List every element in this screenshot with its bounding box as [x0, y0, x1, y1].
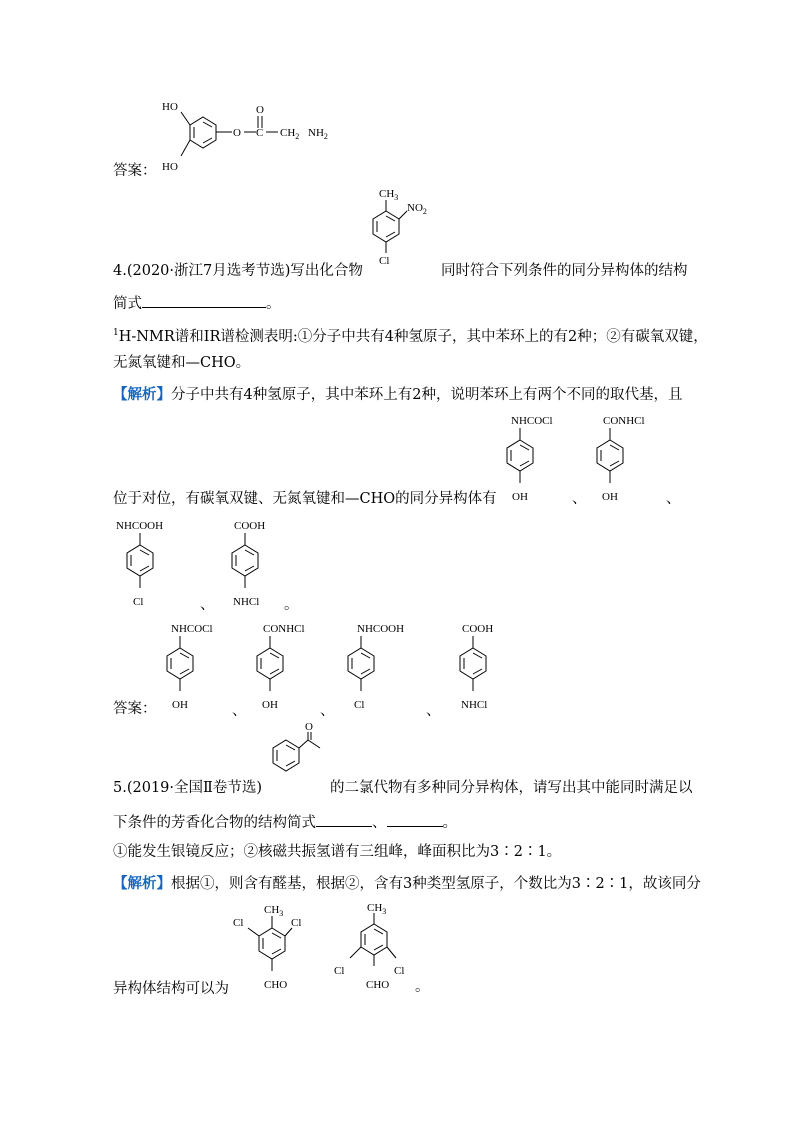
svg-text:NHCOOH: NHCOOH — [116, 520, 164, 532]
no2-label: $NO_2$ — [407, 202, 427, 216]
answer-label-q3: 答案： — [113, 163, 157, 179]
isomer-conhcl-oh — [585, 410, 655, 505]
q4-conditions-cont: 无氮氧键和—CHO。 — [113, 355, 251, 371]
isomer-cooh-nhcl — [220, 515, 290, 610]
separator: 、 — [320, 703, 335, 719]
q5-prompt: 5.(2019·全国Ⅱ卷节选) — [113, 780, 263, 796]
separator: 、 — [666, 491, 681, 507]
svg-text:COOH: COOH — [234, 520, 266, 532]
q4-analysis-line2: 位于对位，有碳氧双键、无氮氧键和—CHO的同分异构体有 — [113, 491, 497, 507]
svg-text:COOH: COOH — [462, 623, 494, 635]
q5-answer-blank-2[interactable] — [387, 812, 443, 827]
svg-text:OH: OH — [262, 699, 278, 711]
svg-text:OH: OH — [172, 699, 188, 711]
svg-text:Cl: Cl — [233, 917, 244, 929]
svg-text:CH3: $CH_3$ — [367, 902, 387, 916]
svg-text:Cl: Cl — [334, 965, 345, 977]
svg-text:NHCl: NHCl — [461, 699, 488, 711]
q5-isomer-2 — [330, 900, 420, 1000]
svg-text:NHCOCl: NHCOCl — [171, 623, 213, 635]
q4-conditions: $^1$H-NMR谱和IR谱检测表明:①分子中共有4种氢原子，其中苯环上的有2种；②有碳氧双键， — [113, 328, 708, 345]
cl-label: Cl — [379, 255, 390, 267]
svg-text:OH: OH — [512, 491, 528, 503]
isomer-nhcocl-oh — [495, 410, 565, 505]
ch2-label: $CH_2$ — [280, 127, 300, 141]
ketone-o-label: O — [305, 721, 313, 733]
ester-o-label: O — [233, 127, 241, 139]
q3-answer-structure — [150, 92, 340, 182]
ho-bottom-label: HO — [162, 161, 178, 173]
q4-prompt: 4.(2020·浙江7月选考节选)写出化合物 — [113, 263, 363, 279]
answer-isomer-nhcooh-cl — [335, 618, 415, 713]
nh2-label: $NH_2$ — [308, 127, 328, 141]
isomer-nhcooh-cl — [114, 515, 194, 610]
svg-text:Cl: Cl — [394, 965, 405, 977]
answer-label-q4: 答案： — [113, 701, 157, 717]
period: 。 — [284, 597, 299, 613]
svg-text:NHCl: NHCl — [233, 596, 260, 608]
q4-answer-blank[interactable] — [142, 293, 266, 308]
separator: 、 — [232, 703, 247, 719]
q5-prompt-suffix: 的二氯代物有多种同分异构体，请写出其中能同时满足以 — [330, 780, 693, 796]
q5-analysis-line1: 【解析】根据①，则含有醛基，根据②，含有3种类型氢原子，个数比为3∶2∶1，故该同分 — [113, 875, 701, 892]
svg-text:NHCOOH: NHCOOH — [357, 623, 405, 635]
q4-analysis-line1: 【解析】分子中共有4种氢原子，其中苯环上有2种，说明苯环上有两个不同的取代基，且 — [113, 386, 683, 403]
q5-answer-line: 下条件的芳香化合物的结构简式 、 。 — [113, 812, 457, 832]
separator: 、 — [572, 491, 587, 507]
svg-text:OH: OH — [602, 491, 618, 503]
q5-isomer-1 — [228, 900, 318, 1000]
svg-text:Cl: Cl — [291, 917, 302, 929]
carbon-label: C — [256, 127, 264, 139]
carbonyl-o-label: O — [256, 104, 264, 116]
q4-compound-structure — [365, 183, 445, 265]
q4-answer-line: 简式 。 — [113, 293, 281, 313]
svg-text:CONHCl: CONHCl — [263, 623, 305, 635]
q5-compound-structure — [268, 721, 340, 776]
answer-isomer-cooh-nhcl — [448, 618, 518, 713]
svg-text:Cl: Cl — [133, 596, 144, 608]
ho-top-label: HO — [162, 101, 178, 113]
svg-text:CHO: CHO — [366, 979, 390, 991]
period: 。 — [415, 979, 430, 995]
answer-isomer-nhcocl-oh — [155, 618, 225, 713]
separator: 、 — [200, 597, 215, 613]
svg-text:CH3: $CH_3$ — [264, 904, 284, 918]
svg-text:NHCOCl: NHCOCl — [511, 415, 553, 427]
svg-text:Cl: Cl — [354, 699, 365, 711]
q5-answer-blank-1[interactable] — [316, 812, 372, 827]
svg-text:CONHCl: CONHCl — [603, 415, 645, 427]
ch3-label: $CH_3$ — [379, 188, 399, 202]
q5-analysis-line2: 异构体结构可以为 — [113, 981, 229, 997]
separator: 、 — [426, 703, 441, 719]
q4-prompt-suffix: 同时符合下列条件的同分异构体的结构 — [441, 263, 688, 279]
q5-conditions: ①能发生银镜反应；②核磁共振氢谱有三组峰，峰面积比为3∶2∶1。 — [113, 844, 562, 860]
svg-text:CHO: CHO — [264, 979, 288, 991]
answer-isomer-conhcl-oh — [245, 618, 315, 713]
